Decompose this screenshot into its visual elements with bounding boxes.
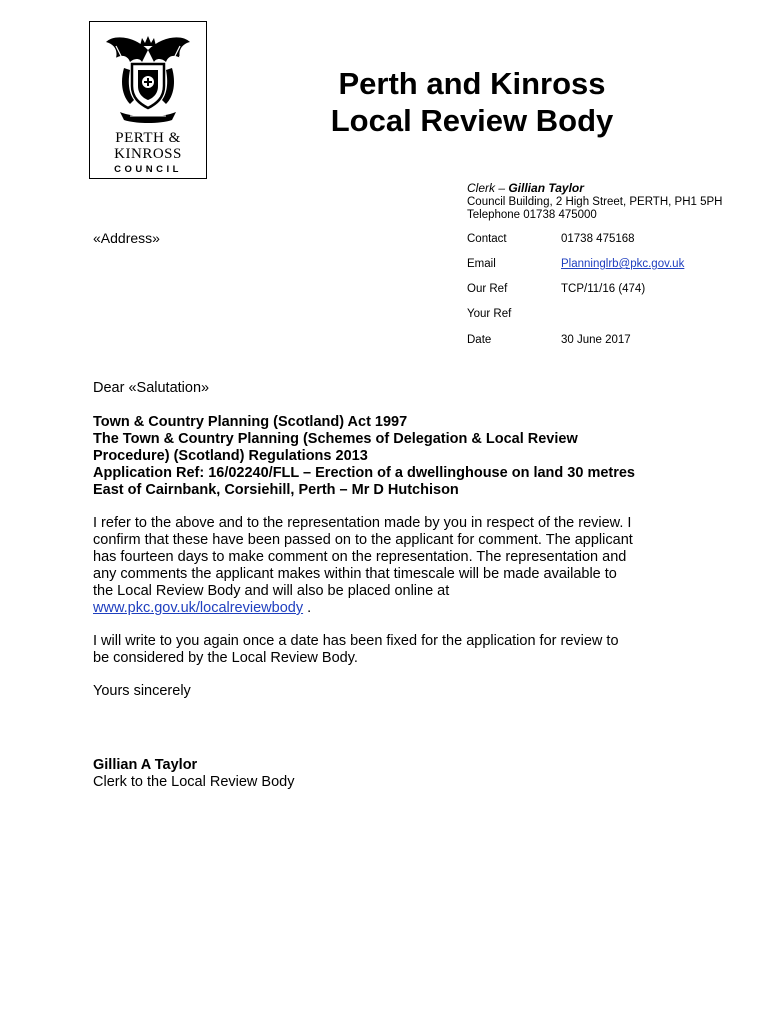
- page-title-line2: Local Review Body: [330, 103, 614, 138]
- contact-value: 01738 475168: [561, 233, 635, 245]
- subject-line-2: The Town & Country Planning (Schemes of Delegation & Local Review: [93, 431, 578, 447]
- signature-name: Gillian A Taylor: [93, 757, 198, 773]
- your-ref-label: Your Ref: [467, 308, 512, 320]
- date-value: 30 June 2017: [561, 334, 631, 346]
- contact-label: Contact: [467, 233, 507, 245]
- salutation: Dear «Salutation»: [93, 380, 210, 396]
- local-review-body-link[interactable]: www.pkc.gov.uk/localreviewbody: [93, 600, 304, 616]
- sender-address: Council Building, 2 High Street, PERTH, PH1 5PH: [467, 196, 723, 208]
- paragraph-2-line-1: I will write to you again once a date has been fixed for the application for review to: [93, 633, 619, 649]
- paragraph-1-line-1: I refer to the above and to the representation made by you in respect of the review. I: [93, 515, 632, 531]
- paragraph-1-line-3: has fourteen days to make comment on the representation. The representation and: [93, 549, 627, 565]
- paragraph-1-line-5: the Local Review Body and will also be placed online at: [93, 583, 450, 599]
- paragraph-1-line-2: confirm that these have been passed on to the applicant for comment. The applicant: [93, 532, 633, 548]
- signature-title: Clerk to the Local Review Body: [93, 774, 295, 790]
- council-logo: [89, 21, 207, 179]
- email-link[interactable]: Planninglrb@pkc.gov.uk: [561, 258, 685, 270]
- paragraph-1-line-4: any comments the applicant makes within that timescale will be made available to: [93, 566, 617, 582]
- logo-name-line2: KINROSS: [114, 146, 182, 162]
- subject-line-3: Procedure) (Scotland) Regulations 2013: [93, 448, 368, 464]
- sender-telephone: Telephone 01738 475000: [467, 209, 597, 221]
- subject-line-4: Application Ref: 16/02240/FLL – Erection of a dwellinghouse on land 30 metres: [93, 465, 636, 481]
- closing: Yours sincerely: [93, 683, 191, 699]
- coat-of-arms-icon: [100, 28, 196, 126]
- clerk-name: Gillian Taylor: [508, 181, 584, 195]
- clerk-prefix: Clerk –: [467, 181, 509, 195]
- our-ref-label: Our Ref: [467, 283, 508, 295]
- date-label: Date: [467, 334, 492, 346]
- clerk-line: [467, 181, 584, 195]
- subject-line-1: Town & Country Planning (Scotland) Act 1997: [93, 414, 408, 430]
- page-title-line1: Perth and Kinross: [338, 66, 606, 101]
- our-ref-value: TCP/11/16 (474): [561, 283, 646, 295]
- paragraph-1-line-6: [93, 600, 693, 617]
- email-label: Email: [467, 258, 496, 270]
- logo-council: COUNCIL: [114, 164, 182, 175]
- subject-line-5: East of Cairnbank, Corsiehill, Perth – Mr D Hutchison: [93, 482, 459, 498]
- paragraph-1-end: .: [303, 600, 312, 616]
- paragraph-2-line-2: be considered by the Local Review Body.: [93, 650, 358, 666]
- logo-name-line1: PERTH &: [115, 130, 181, 146]
- recipient-address: «Address»: [93, 230, 160, 246]
